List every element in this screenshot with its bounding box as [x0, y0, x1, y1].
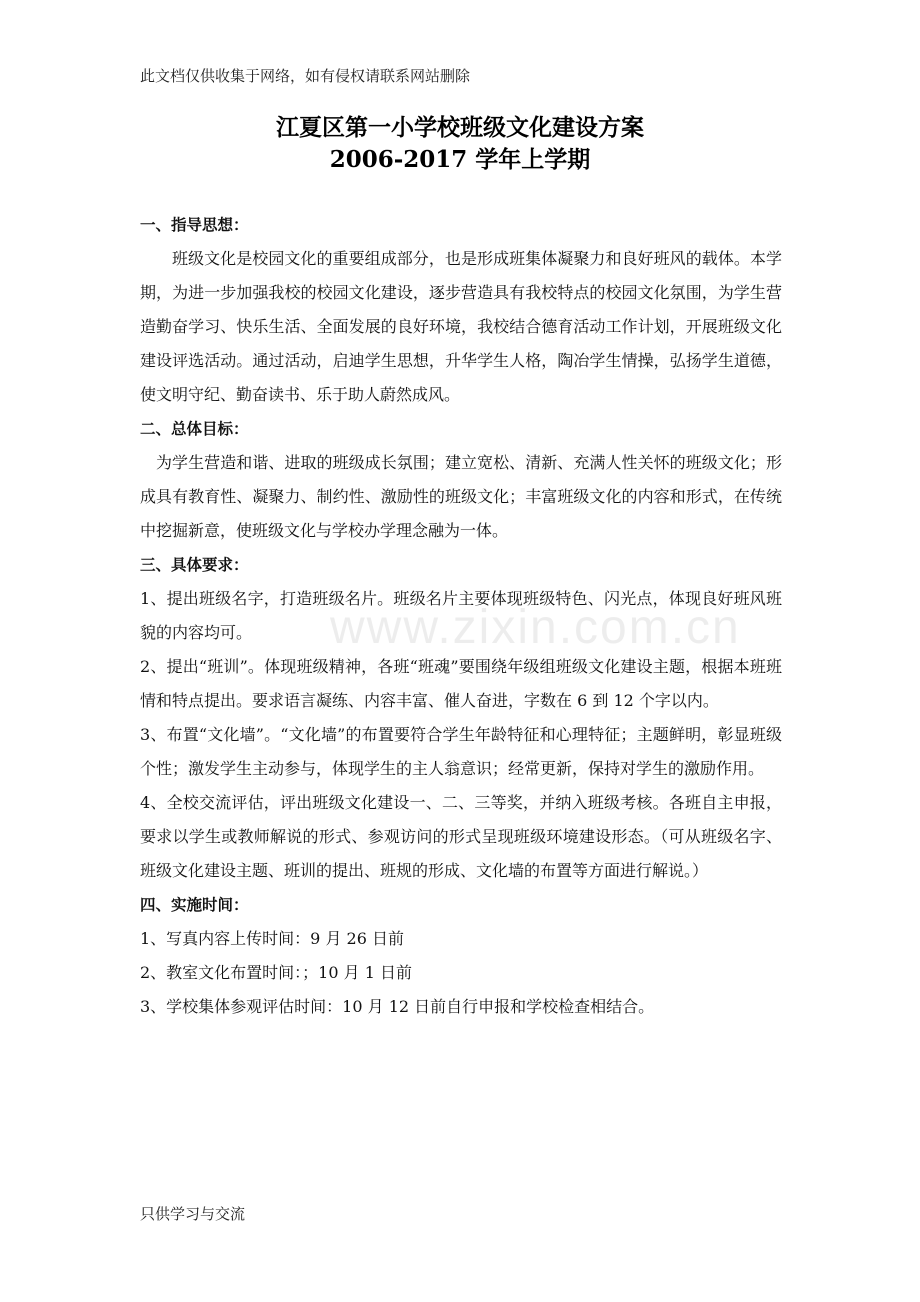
- schedule-item: 1、写真内容上传时间：9 月 26 日前: [140, 929, 404, 948]
- section-text-goals: 为学生营造和谐、进取的班级成长氛围；建立宽松、清新、充满人性关怀的班级文化；形成具有教育性、凝聚力、制约性、激励性的班级文化；丰富班级文化的内容和形式，在传统中挖掘新意，使班级文化与学校办学理念融为一体。: [140, 453, 782, 540]
- header-disclaimer: 此文档仅供收集于网络，如有侵权请联系网站删除: [140, 67, 471, 85]
- schedule-item: 3、学校集体参观评估时间：10 月 12 日前自行申报和学校检查相结合。: [140, 997, 655, 1016]
- title-block: [0, 112, 920, 176]
- watermark-text: www.zixin.com.cn: [330, 601, 741, 654]
- requirement-item: 2、提出“班训”。体现班级精神，各班“班魂”要围绕年级组班级文化建设主题，根据本班班情和特点提出。要求语言凝练、内容丰富、催人奋进，字数在 6 到 12 个字以内。: [140, 657, 782, 710]
- section-heading-schedule: 四、实施时间：: [140, 896, 249, 914]
- document-subtitle: 2006-2017 学年上学期: [329, 146, 591, 173]
- requirement-item: 3、布置“文化墙”。“文化墙”的布置要符合学生年龄特征和心理特征；主题鲜明，彰显班级个性；激发学生主动参与，体现学生的主人翁意识；经常更新，保持对学生的激励作用。: [140, 725, 782, 778]
- requirement-item: 1、提出班级名字，打造班级名片。班级名片主要体现班级特色、闪光点，体现良好班风班貌的内容均可。: [140, 589, 782, 642]
- requirement-item: 4、全校交流评估，评出班级文化建设一、二、三等奖，并纳入班级考核。各班自主申报，要求以学生或教师解说的形式、参观访问的形式呈现班级环境建设形态。（可从班级名字、班级文化建设主题、班训的提出、班规的形成、文化墙的布置等方面进行解说。）: [140, 793, 782, 880]
- footer-disclaimer: 只供学习与交流: [140, 1205, 246, 1223]
- section-heading-guiding: 一、指导思想：: [140, 216, 249, 234]
- document-body: [140, 208, 782, 1024]
- schedule-item: 2、教室文化布置时间：；10 月 1 日前: [140, 963, 412, 982]
- section-text-guiding: 班级文化是校园文化的重要组成部分，也是形成班集体凝聚力和良好班风的载体。本学期，为进一步加强我校的校园文化建设，逐步营造具有我校特点的校园文化氛围，为学生营造勤奋学习、快乐生活、全面发展的良好环境，我校结合德育活动工作计划，开展班级文化建设评选活动。通过活动，启迪学生思想，升华学生人格，陶冶学生情操，弘扬学生道德，使文明守纪、勤奋读书、乐于助人蔚然成风。: [140, 249, 782, 404]
- section-heading-requirements: 三、具体要求：: [140, 556, 249, 574]
- section-heading-goals: 二、总体目标：: [140, 420, 249, 438]
- document-title: 江夏区第一小学校班级文化建设方案: [276, 114, 644, 141]
